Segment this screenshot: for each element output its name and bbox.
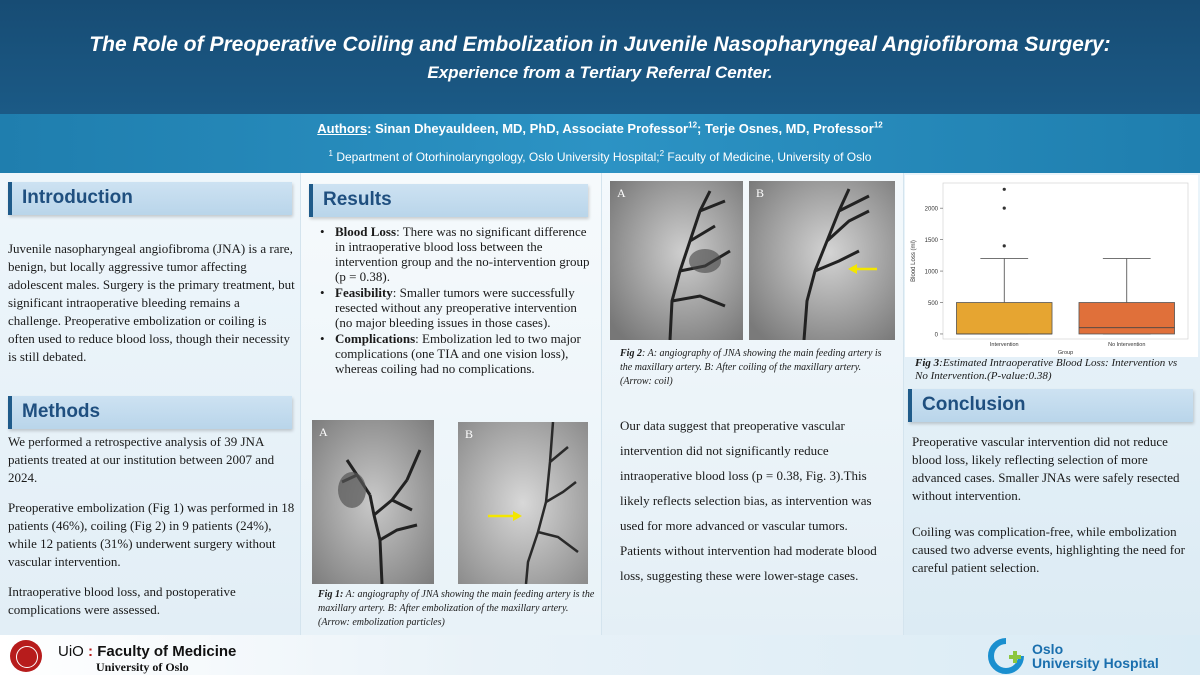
boxplot-svg [905, 175, 1198, 357]
authors-line: Authors: Sinan Dheyauldeen, MD, PhD, Associate Professor$^{12}$; Terje Osnes, MD, Professor$^{12}$ [317, 120, 883, 136]
methods-p1: We performed a retrospective analysis of 39 JNA patients treated at our institution between 2007 and 2024. [8, 434, 275, 485]
blood-loss-boxplot [905, 175, 1198, 357]
fig2-panel-b [749, 181, 895, 340]
outlier-point [1003, 244, 1006, 247]
ous-line-2: University Hospital [1032, 655, 1159, 671]
x-tick-label: No Intervention [1108, 342, 1146, 348]
conclusion-heading: Conclusion [922, 394, 1026, 415]
results-item-complications [318, 331, 594, 376]
fig1-caption [318, 588, 598, 630]
fig3-caption-text: :Estimated Intraoperative Blood Loss: Intervention vs No Intervention.(P-value:0.38) [915, 357, 1178, 382]
fig2-panel-a [610, 181, 743, 340]
outlier-point [1003, 188, 1006, 191]
y-tick-label: 0 [934, 332, 938, 339]
results-list [318, 224, 594, 377]
outlier-point [1003, 207, 1006, 210]
angiography-image-icon [749, 181, 895, 340]
author-2: Terje Osnes, MD, Professor [704, 121, 874, 136]
author-2-sup: 12 [873, 120, 883, 130]
uio-seal-logo [10, 640, 42, 672]
results-text: : Smaller tumors were successfully resected without any preoperative intervention (no major bleeding issues in those cases). [335, 285, 577, 330]
oslo-university-hospital-logo-icon [988, 638, 1024, 674]
x-tick-label: Intervention [989, 342, 1019, 348]
authors-label: Authors [317, 121, 368, 136]
author-band [0, 114, 1200, 173]
fig3-caption [915, 357, 1190, 383]
y-tick-label: 1000 [924, 269, 938, 276]
fig2-caption-label: Fig 2 [620, 348, 642, 359]
uio-sep: : [83, 643, 98, 660]
results-item-feasibility [318, 285, 594, 330]
results-text: : There was no significant difference in intraoperative blood loss between the intervention group and the no-intervention group (p = 0.38). [335, 224, 590, 284]
angiography-image-icon [458, 422, 588, 584]
poster-subtitle: Experience from a Tertiary Referral Center. [427, 63, 773, 82]
results-term: Complications [335, 331, 416, 346]
x-axis-label: Group [1057, 350, 1074, 356]
methods-p2: Preoperative embolization (Fig 1) was performed in 18 patients (46%), coiling (Fig 2) in 9 patients (24%), while 12 patients (31%) underwent surgery without vascular intervention. [8, 500, 295, 569]
box [1079, 303, 1175, 334]
fig1-label-b: B [465, 427, 474, 441]
results-term: Blood Loss [335, 224, 397, 239]
angiography-image-icon [312, 420, 434, 584]
ous-line-1: Oslo [1032, 641, 1064, 657]
fig2-label-a: A [617, 186, 626, 200]
conclusion-p1: Preoperative vascular intervention did not reduce blood loss, likely reflecting selection of more advanced cases. Smaller JNAs were safely resected without intervention. [912, 434, 1180, 503]
author-1: Sinan Dheyauldeen, MD, PhD, Associate Professor [375, 121, 689, 136]
fig1-caption-label: Fig 1: [318, 589, 344, 600]
results-heading-box [309, 184, 588, 217]
affil-sup-2: 2 [659, 149, 665, 158]
affiliations [0, 150, 1200, 164]
introduction-body [8, 240, 296, 378]
uio-logo-text [58, 643, 236, 660]
affil-1: Department of Otorhinolaryngology, Oslo University Hospital; [336, 150, 660, 164]
fig1-panel-a [312, 420, 434, 584]
fig1-caption-text: A: angiography of JNA showing the main feeding artery is the maxillary artery. B: After embolization of the maxillary artery. (Arrow: embolization particles) [318, 589, 595, 628]
box [956, 303, 1052, 334]
uio-university: University of Oslo [96, 660, 189, 674]
introduction-heading: Introduction [22, 187, 133, 208]
methods-body [8, 433, 296, 631]
discussion-text: Our data suggest that preoperative vascular intervention did not significantly reduce intraoperative blood loss (p = 0.38, Fig. 3).This likely reflects selection bias, as intervention was used for more advanced or vascular tumors. Patients without intervention had moderate blood loss, suggesting these were lower-stage cases. [620, 418, 877, 583]
conclusion-heading-box [908, 389, 1193, 422]
y-axis-label: Blood Loss (ml) [911, 240, 917, 282]
angiography-image-icon [610, 181, 743, 340]
fig2-label-b: B [756, 186, 765, 200]
fig2-caption [620, 347, 892, 389]
results-term: Feasibility [335, 285, 393, 300]
affil-2: Faculty of Medicine, University of Oslo [667, 150, 872, 164]
results-text: : Embolization led to two major complications (one TIA and one vision loss), whereas coiling had no complications. [335, 331, 581, 376]
fig3-caption-label: Fig 3 [915, 357, 940, 369]
affil-sup-1: 1 [328, 149, 333, 158]
uio-prefix: UiO [58, 643, 84, 660]
introduction-heading-box [8, 182, 292, 215]
discussion-body [620, 413, 892, 600]
introduction-text: Juvenile nasopharyngeal angiofibroma (JNA) is a rare, benign, but locally aggressive tumor affecting adolescent males. Surgery is the primary treatment, but significant intraoperative bleeding remains a challenge. Preoperative embolization or coiling is often used to reduce blood loss, though their necessity is still debated. [8, 241, 295, 364]
author-1-sup: 12 [688, 120, 698, 130]
y-tick-label: 1500 [924, 238, 938, 245]
conclusion-p2: Coiling was complication-free, while embolization caused two adverse events, highlighting the need for careful patient selection. [912, 524, 1185, 575]
results-item-blood-loss [318, 224, 594, 284]
uio-faculty: Faculty of Medicine [97, 643, 237, 660]
fig1-label-a: A [319, 425, 328, 439]
conclusion-body [912, 433, 1192, 589]
methods-p3: Intraoperative blood loss, and postoperative complications were assessed. [8, 584, 236, 617]
poster-title: The Role of Preoperative Coiling and Embolization in Juvenile Nasopharyngeal Angiofibroma Surgery: [89, 33, 1111, 56]
title-band [0, 0, 1200, 114]
fig1-panel-b [458, 422, 588, 584]
methods-heading-box [8, 396, 292, 429]
fig2-caption-text: : A: angiography of JNA showing the main feeding artery is the maxillary artery. B: After coiling of the maxillary artery. (Arrow: coil) [620, 348, 882, 387]
y-tick-label: 2000 [924, 206, 938, 213]
results-heading: Results [323, 189, 392, 210]
y-tick-label: 500 [927, 301, 938, 308]
methods-heading: Methods [22, 401, 101, 422]
